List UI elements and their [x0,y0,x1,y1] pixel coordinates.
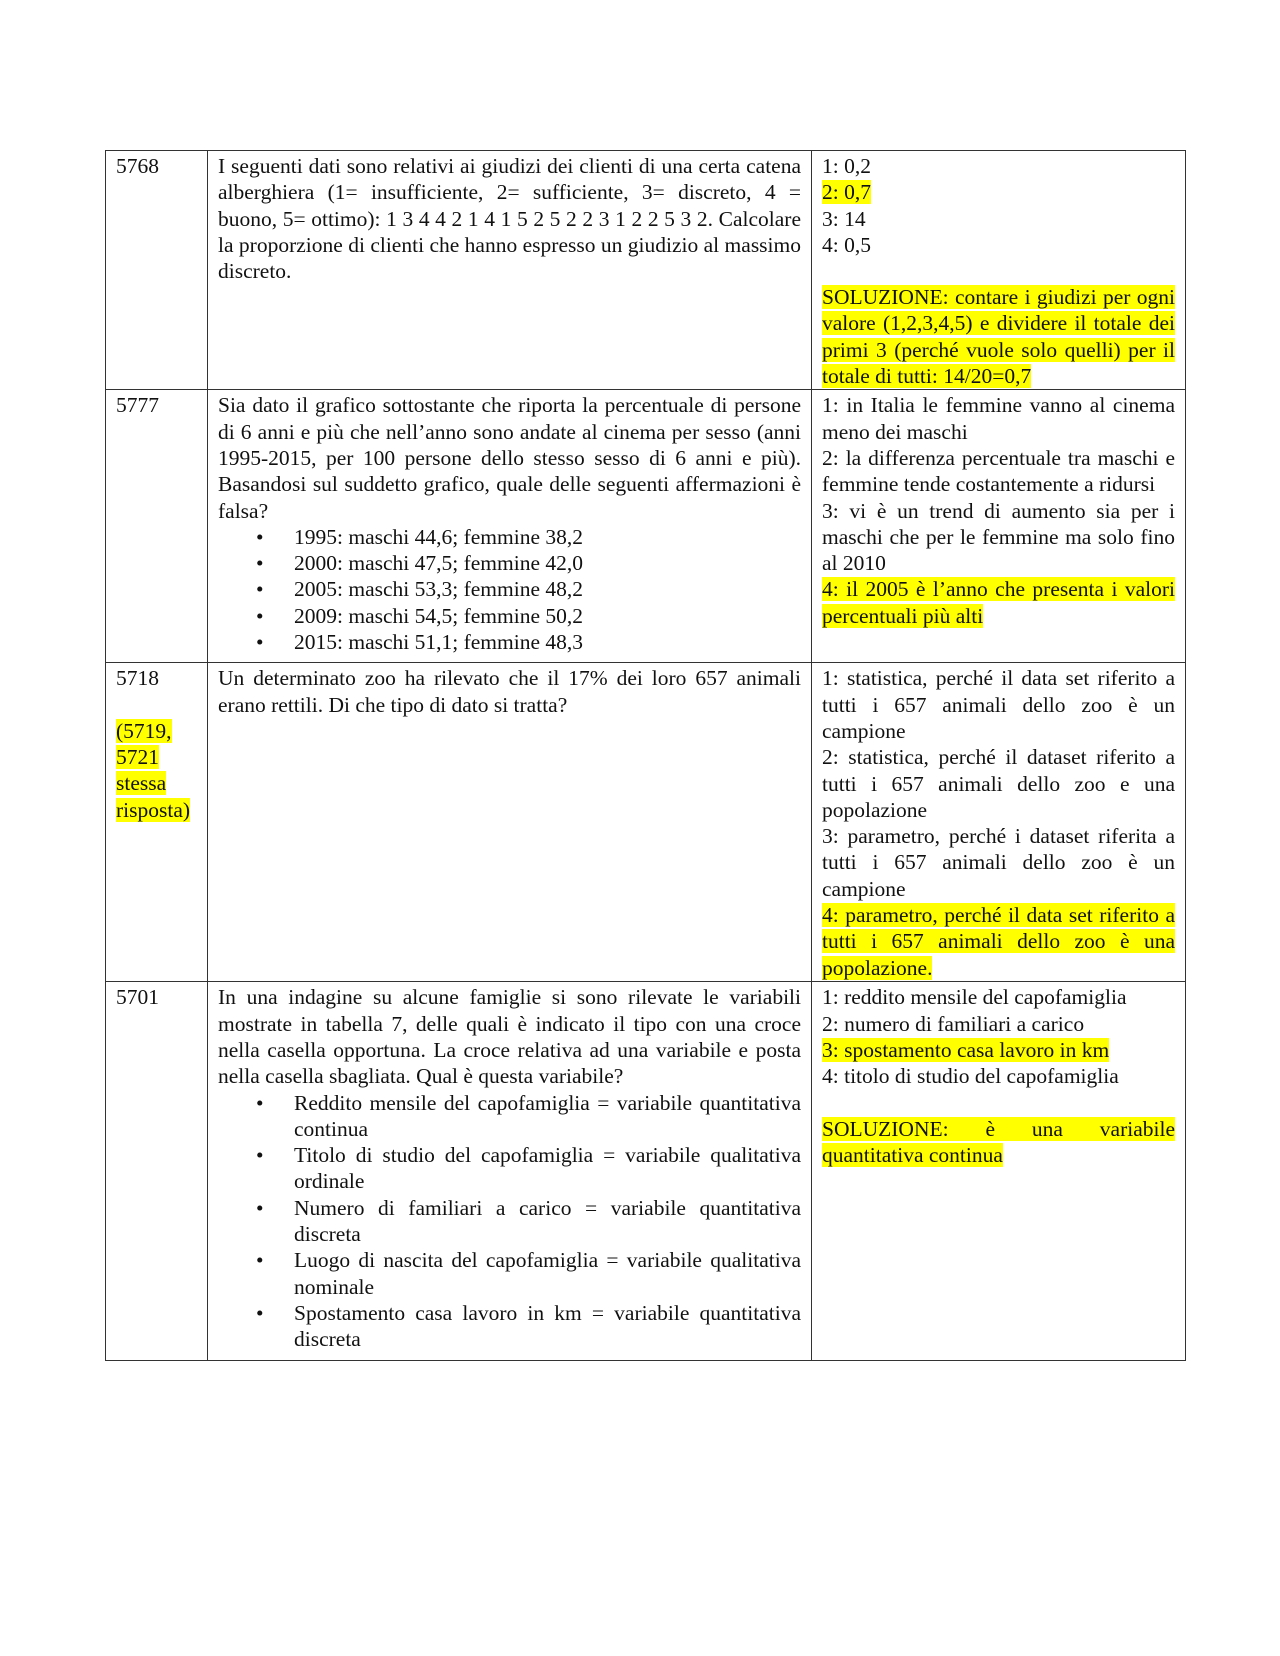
question-text: In una indagine su alcune famiglie si sono rilevate le variabili mostrate in tabella 7, delle quali è indicato il tipo con una croce nella casella opportuna. La croce relativa ad una variabile e posta nella casella sbagliata. Qual è questa variabile? [218,985,801,1089]
list-item: • 2005: maschi 53,3; femmine 48,2 [294,576,801,602]
answers-cell [812,390,1186,663]
question-cell [208,151,812,390]
answer-option: 3: vi è un trend di aumento sia per i maschi che per le femmine ma solo fino al 2010 [822,498,1175,576]
list-item: • 2000: maschi 47,5; femmine 42,0 [294,550,801,576]
answer-option: 3: parametro, perché i dataset riferita a tutti i 657 animali dello zoo è un campione [822,824,1175,901]
answers-cell [812,151,1186,390]
list-item: • Numero di familiari a carico = variabile quantitativa discreta [294,1195,801,1248]
answer-option: 1: in Italia le femmine vanno al cinema meno dei maschi [822,393,1175,444]
list-item: • Luogo di nascita del capofamiglia = variabile qualitativa nominale [294,1247,801,1300]
table-row [106,151,1186,390]
list-item: • Titolo di studio del capofamiglia = variabile qualitativa ordinale [294,1142,801,1195]
table-row [106,663,1186,982]
question-id-cell [106,663,208,982]
data-list [218,524,801,655]
answer-option: 1: reddito mensile del capofamiglia [822,985,1127,1010]
question-id: 5768 [116,154,159,178]
question-cell [208,663,812,982]
answer-option: 2: la differenza percentuale tra maschi e femmine tende costantemente a ridursi [822,445,1175,497]
question-id: 5701 [116,985,159,1010]
answer-option: 1: 0,2 [822,154,871,178]
question-id: 5718 [116,666,159,691]
list-item: • Spostamento casa lavoro in km = variabile quantitativa discreta [294,1300,801,1353]
question-cell [208,390,812,663]
list-item: • 1995: maschi 44,6; femmine 38,2 [294,524,801,550]
list-item: • 2015: maschi 51,1; femmine 48,3 [294,629,801,655]
answer-option: 2: numero di familiari a carico [822,1011,1085,1036]
question-cell [208,982,812,1361]
list-item: • 2009: maschi 54,5; femmine 50,2 [294,603,801,629]
question-id-cell [106,982,208,1361]
table-row [106,982,1186,1361]
answer-option: 4: 0,5 [822,232,871,257]
answers-cell [812,663,1186,982]
question-id-cell [106,390,208,663]
questions-table [105,150,1186,1361]
answer-option: 4: titolo di studio del capofamiglia [822,1064,1119,1089]
solution-text: SOLUZIONE: contare i giudizi per ogni valore (1,2,3,4,5) e dividere il totale dei primi 3 (perché vuole solo quelli) per il totale di tutti: 14/20=0,7 [822,285,1175,389]
question-text: I seguenti dati sono relativi ai giudizi dei clienti di una certa catena alberghiera (1= insufficiente, 2= sufficiente, 3= discreto, 4 = buono, 5= ottimo): 1 3 4 4 2 1 4 1 5 2 5 2 2 3 1 2 2 5 3 2. Calcolare la proporzione di clienti che hanno espresso un giudizio al massimo discreto. [218,154,801,284]
answer-option-correct: 3: spostamento casa lavoro in km [822,1037,1110,1062]
answers-cell [812,982,1186,1361]
table-row [106,390,1186,663]
question-text: Sia dato il grafico sottostante che riporta la percentuale di persone di 6 anni e più che nell’anno sono andate al cinema per sesso (anni 1995-2015, per 100 persone dello stesso sesso di 6 anni e più). Basandosi sul suddetto grafico, quale delle seguenti affermazioni è falsa? [218,393,801,523]
answer-option: 3: 14 [822,206,866,231]
question-id-cell [106,151,208,390]
answer-option-correct: 4: il 2005 è l’anno che presenta i valori percentuali più alti [822,577,1175,628]
list-item: • Reddito mensile del capofamiglia = variabile quantitativa continua [294,1090,801,1143]
question-id-note: (5719, 5721 stessa risposta) [116,718,191,822]
answer-option-correct: 2: 0,7 [822,180,871,205]
answer-option: 1: statistica, perché il data set riferito a tutti i 657 animali dello zoo è un campione [822,666,1175,743]
question-text: Un determinato zoo ha rilevato che il 17% dei loro 657 animali erano rettili. Di che tipo di dato si tratta? [218,666,801,717]
solution-text: SOLUZIONE: è una variabile quantitativa continua [822,1116,1175,1167]
question-id: 5777 [116,393,159,418]
variables-list [218,1090,801,1353]
answer-option-correct: 4: parametro, perché il data set riferito a tutti i 657 animali dello zoo è una popolazione. [822,903,1175,980]
answer-option: 2: statistica, perché il dataset riferito a tutti i 657 animali dello zoo e una popolazione [822,745,1175,822]
